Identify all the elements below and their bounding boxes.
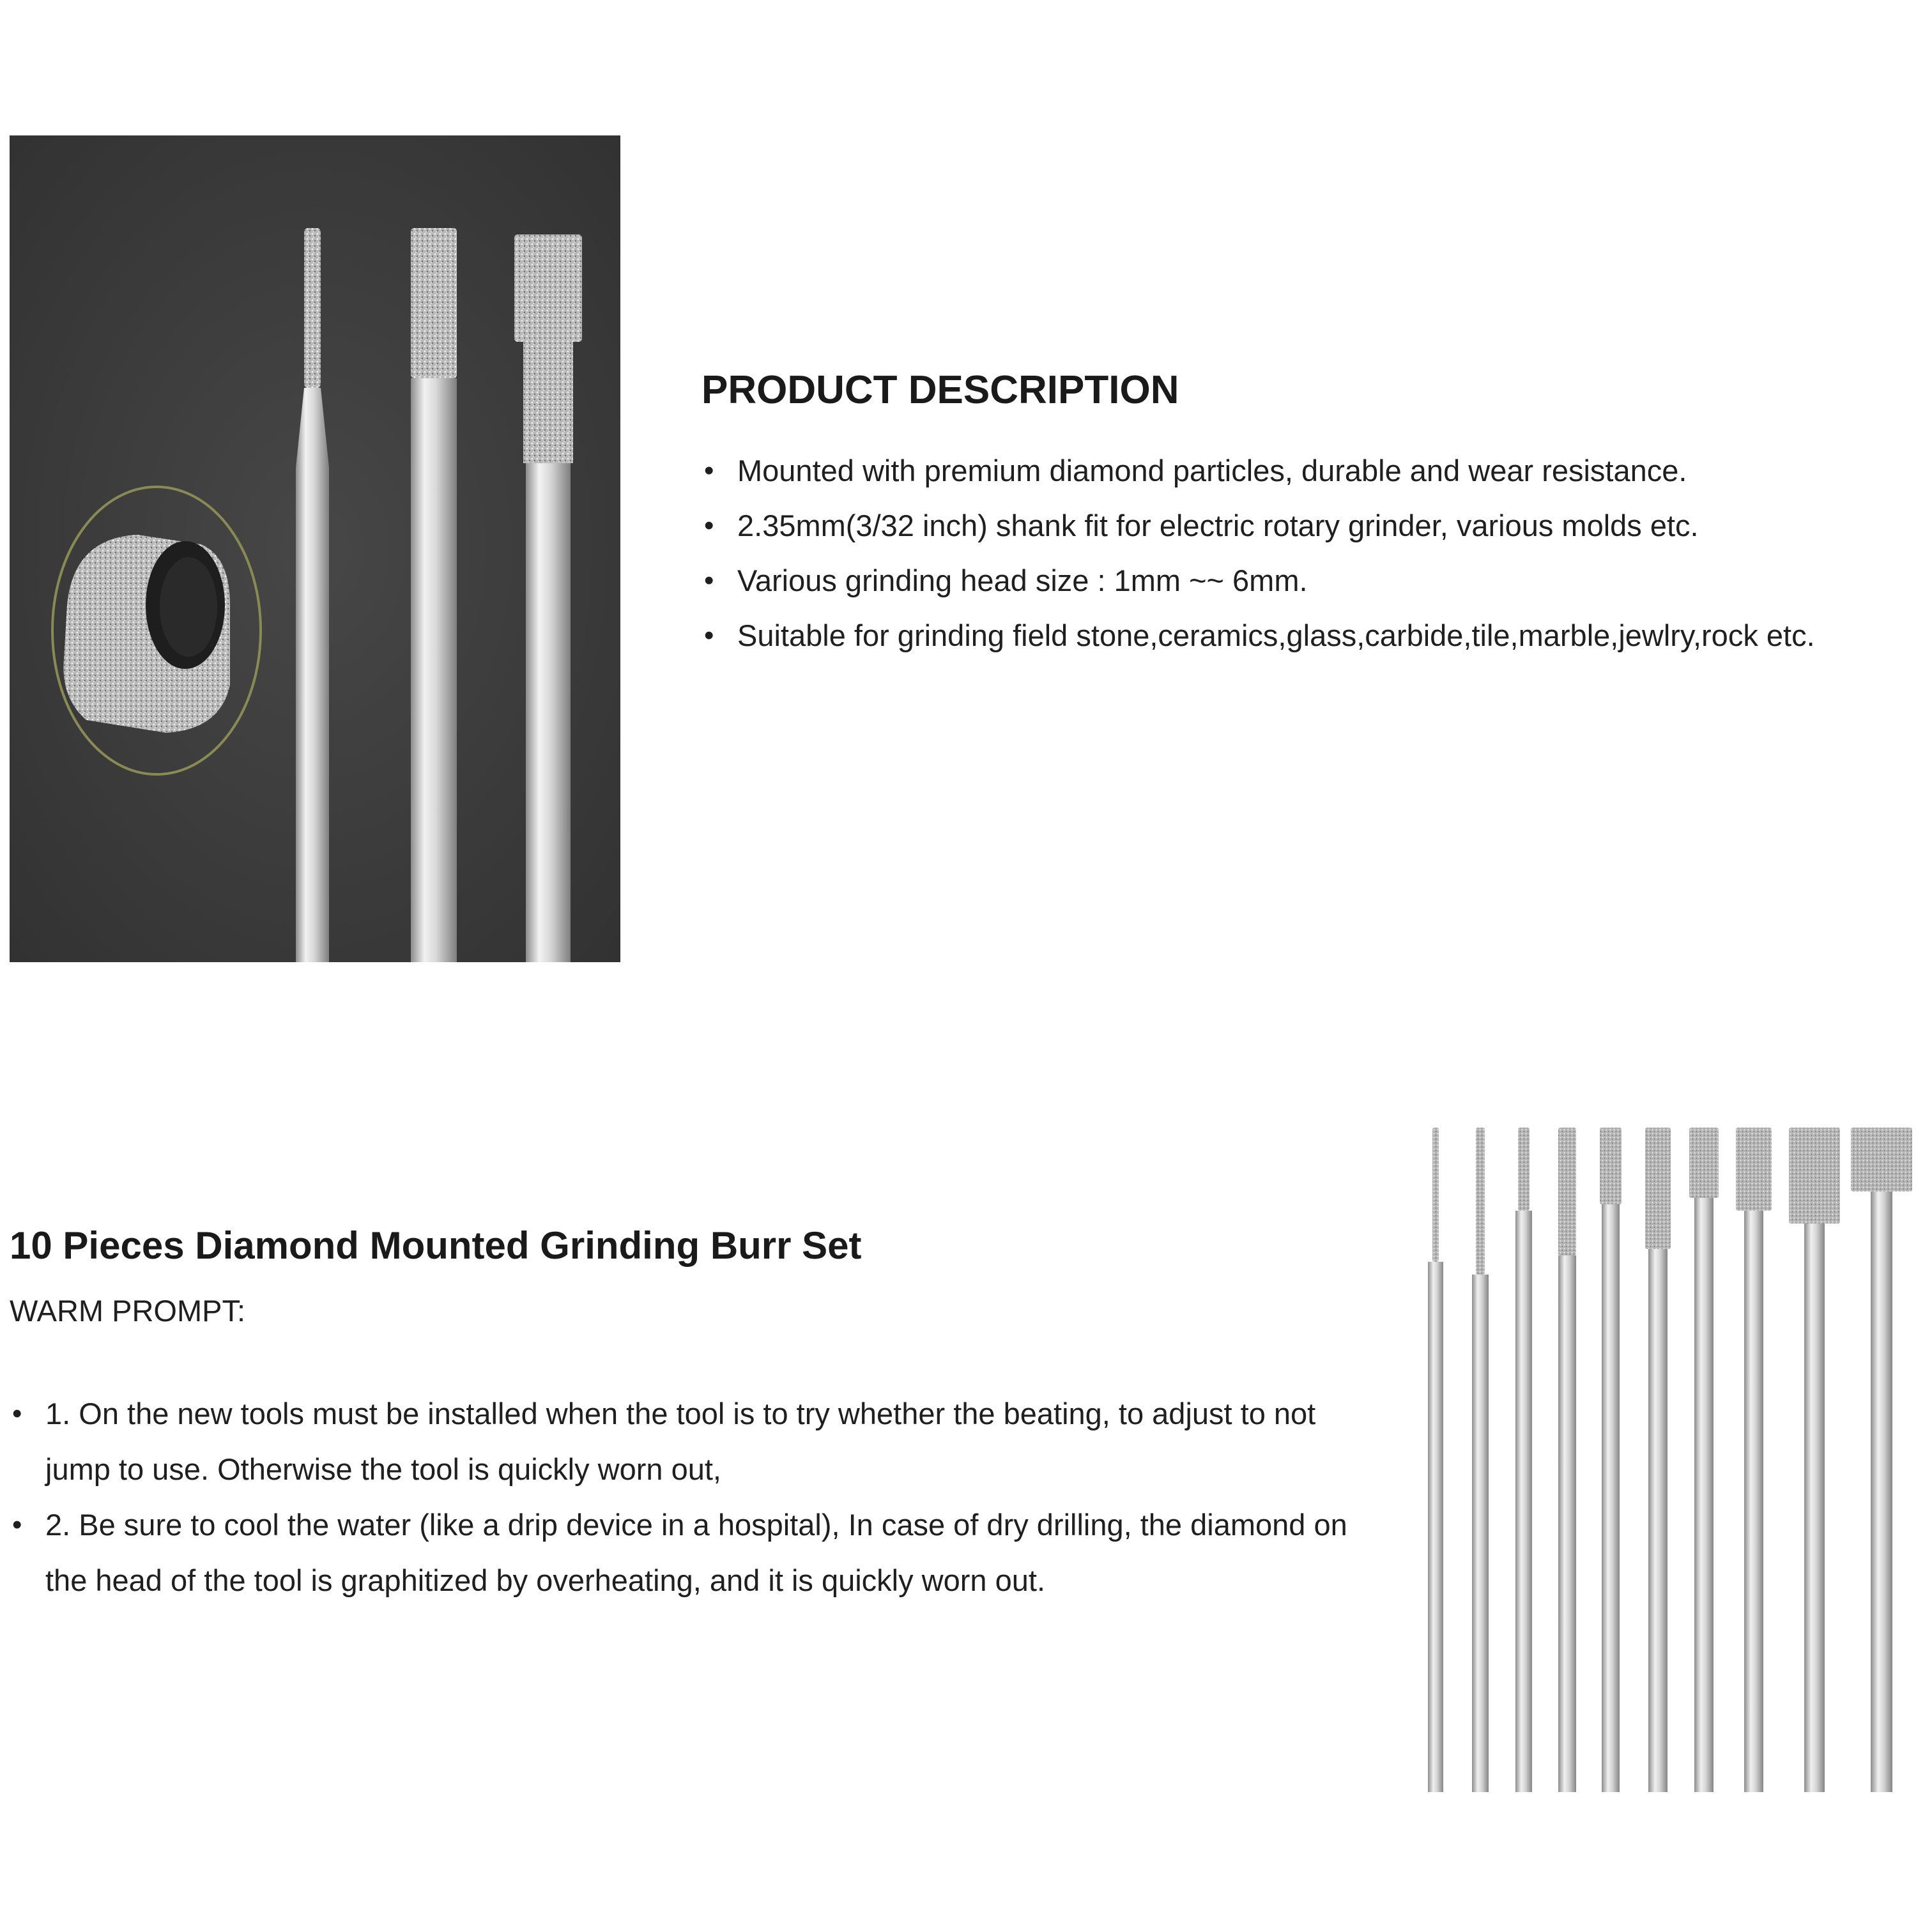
product-description-title: PRODUCT DESCRIPTION <box>702 368 1179 412</box>
product-description-section <box>702 367 1903 663</box>
bullet-icon: • <box>12 1398 22 1429</box>
bullet-icon: • <box>704 455 714 486</box>
list-item: • 2. Be sure to cool the water (like a drip device in a hospital), In case of dry drilling, the diamond on the head of the tool is graphitized by overheating, and it is quickly worn out. <box>10 1497 1390 1608</box>
burr-5 <box>1600 1128 1621 1792</box>
burr-8 <box>1736 1128 1772 1792</box>
product-photo-closeup <box>10 135 620 962</box>
bullet-icon: • <box>704 620 714 651</box>
burr-2 <box>1472 1128 1489 1792</box>
burr-9 <box>1789 1128 1840 1792</box>
warm-prompt-label: WARM PROMPT: <box>10 1294 246 1328</box>
list-item: • 1. On the new tools must be installed when the tool is to try whether the beating, to adjust to not jump to use. Otherwise the tool is quickly worn out, <box>10 1386 1390 1497</box>
warm-prompt-list <box>10 1386 1390 1608</box>
list-item: • Mounted with premium diamond particles, durable and wear resistance. <box>702 443 1903 498</box>
bullet-icon: • <box>704 510 714 541</box>
list-item: • Various grinding head size : 1mm ~~ 6mm. <box>702 553 1903 608</box>
burr-medium <box>411 228 457 962</box>
burr-10 <box>1851 1128 1912 1792</box>
bullet-icon: • <box>704 565 714 596</box>
burr-6 <box>1645 1128 1671 1792</box>
product-photo-set <box>1422 1121 1932 1802</box>
burr-1 <box>1428 1128 1443 1792</box>
burr-set-section <box>10 1223 1390 1608</box>
burr-4 <box>1558 1128 1576 1792</box>
burr-3 <box>1515 1128 1532 1792</box>
burr-row <box>1428 1128 1912 1792</box>
burr-set-title: 10 Pieces Diamond Mounted Grinding Burr Set <box>10 1224 862 1267</box>
list-item: • 2.35mm(3/32 inch) shank fit for electric rotary grinder, various molds etc. <box>702 498 1903 553</box>
list-item: • Suitable for grinding field stone,ceramics,glass,carbide,tile,marble,jewlry,rock etc. <box>702 608 1903 663</box>
burr-7 <box>1689 1128 1719 1792</box>
product-description-list <box>702 443 1903 663</box>
bullet-icon: • <box>12 1509 22 1540</box>
